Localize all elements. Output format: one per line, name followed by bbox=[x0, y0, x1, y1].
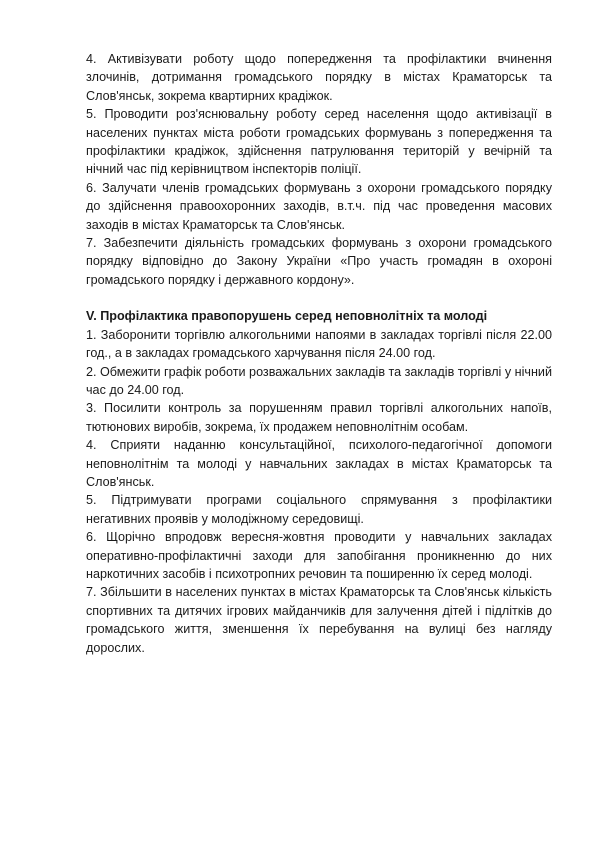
item-a-5: 5. Проводити роз'яснювальну роботу серед населення щодо активізації в населених пунктах міста роботи громадських формувань з попередження та профілактики крадіжок, здійснення патрулювання територій у вечірній та нічний час під керівництвом інспекторів поліції. bbox=[86, 107, 552, 177]
item-a-4: 4. Активізувати роботу щодо попередження та профілактики вчинення злочинів, дотримання громадського порядку в містах Краматорськ та Слов'янськ, зокрема квартирних крадіжок. bbox=[86, 52, 552, 103]
section-v-heading: V. Профілактика правопорушень серед неповнолітніх та молоді bbox=[86, 309, 488, 324]
item-v-4: 4. Сприяти наданню консультаційної, психолого-педагогічної допомоги неповнолітнім та молоді у навчальних закладах в містах Краматорськ та Слов'янськ. bbox=[86, 438, 552, 489]
item-v-3: 3. Посилити контроль за порушенням правил торгівлі алкогольних напоїв, тютюнових виробів, зокрема, їх продажем неповнолітнім особам. bbox=[86, 401, 552, 434]
item-a-7: 7. Забезпечити діяльність громадських формувань з охорони громадського порядку відповідно до Закону України «Про участь громадян в охороні громадського порядку і державного кордону». bbox=[86, 236, 552, 287]
item-v-2: 2. Обмежити графік роботи розважальних закладів та закладів торгівлі у нічний час до 24.00 год. bbox=[86, 364, 552, 397]
item-v-6: 6. Щорічно впродовж вересня-жовтня проводити у навчальних закладах оперативно-профілактичні заходи для запобігання проникненню до них наркотичних засобів і психотропних речовин та поширенню їх серед молоді. bbox=[86, 530, 552, 581]
item-v-7: 7. Збільшити в населених пунктах в містах Краматорськ та Слов'янськ кількість спортивних та дитячих ігрових майданчиків для залучення дітей і підлітків до громадського життя, зменшення їх перебування на вулиці без нагляду дорослих. bbox=[86, 585, 552, 655]
item-v-1: 1. Заборонити торгівлю алкогольними напоями в закладах торгівлі після 22.00 год., а в закладах громадського харчування після 24.00 год. bbox=[86, 327, 552, 361]
item-a-6: 6. Залучати членів громадських формувань з охорони громадського порядку до здійснення правоохоронних заходів, в.т.ч. під час проведення масових заходів в містах Краматорськ та Слов'янськ. bbox=[86, 180, 552, 232]
document-body bbox=[86, 50, 552, 657]
item-v-5: 5. Підтримувати програми соціального спрямування з профілактики негативних проявів у молодіжному середовищі. bbox=[86, 493, 552, 526]
